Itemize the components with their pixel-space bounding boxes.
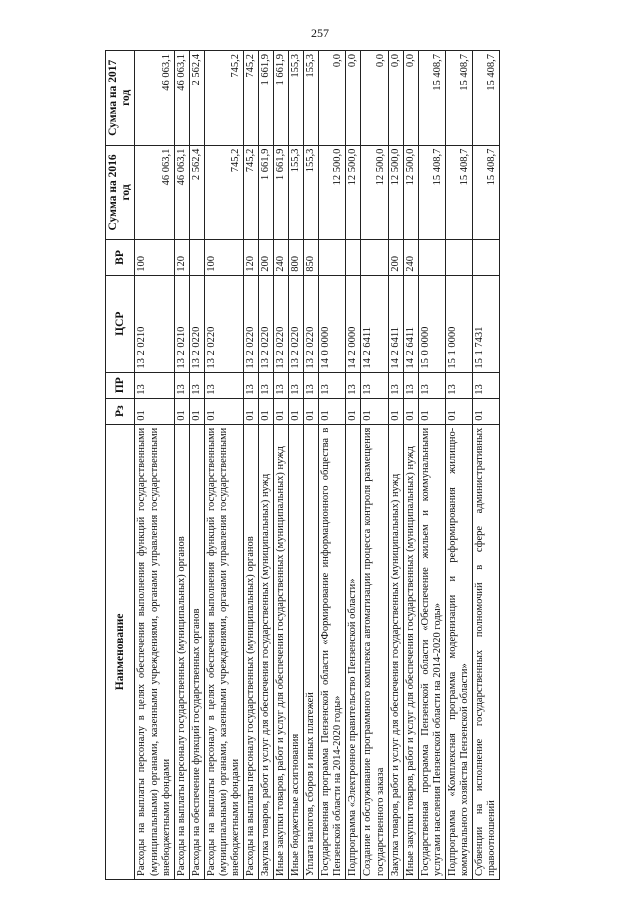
budget-table (105, 50, 500, 880)
cell-vr: 100 (204, 240, 243, 275)
cell-vr (319, 240, 346, 275)
cell-pr: 13 (472, 372, 499, 398)
cell-csr: 13 2 0220 (274, 275, 289, 372)
cell-sum-2017: 745,2 (204, 51, 243, 146)
cell-name: Государственная программа Пензенской области «Обеспечение жильем и коммунальными услугами населения Пензенской области на 2014-2020 годы» (418, 424, 445, 879)
cell-name: Государственная программа Пензенской области «Формирование информационного общества в Пензенской области на 2014-2020 годы» (319, 424, 346, 879)
cell-sum-2016: 155,3 (289, 145, 304, 240)
table-row (174, 51, 189, 880)
cell-name: Закупка товаров, работ и услуг для обеспечения государственных (муниципальных) нужд (259, 424, 274, 879)
table-row (274, 51, 289, 880)
cell-sum-2017: 2 562,4 (189, 51, 204, 146)
table-row (445, 51, 472, 880)
cell-pr: 13 (259, 372, 274, 398)
cell-sum-2017: 155,3 (304, 51, 319, 146)
cell-vr: 100 (135, 240, 174, 275)
cell-name: Расходы на выплаты персоналу государственных (муниципальных) органов (174, 424, 189, 879)
cell-csr: 14 2 6411 (361, 275, 388, 372)
cell-vr: 120 (174, 240, 189, 275)
table-row (189, 51, 204, 880)
cell-sum-2016: 12 500,0 (388, 145, 403, 240)
cell-sum-2016: 12 500,0 (403, 145, 418, 240)
cell-vr: 800 (289, 240, 304, 275)
table-row (388, 51, 403, 880)
table-row (243, 51, 258, 880)
cell-rz: 01 (274, 398, 289, 424)
cell-name: Субвенции на исполнение государственных полномочий в сфере административных правоотношений (472, 424, 499, 879)
cell-rz: 01 (304, 398, 319, 424)
cell-csr: 13 2 0220 (243, 275, 258, 372)
cell-rz: 01 (259, 398, 274, 424)
header-sum-2016: Сумма на 2016 год (106, 145, 135, 240)
cell-pr: 13 (204, 372, 243, 398)
table-row (135, 51, 174, 880)
cell-csr: 13 2 0220 (289, 275, 304, 372)
cell-sum-2016: 15 408,7 (445, 145, 472, 240)
cell-pr: 13 (174, 372, 189, 398)
cell-vr (418, 240, 445, 275)
cell-rz: 01 (472, 398, 499, 424)
cell-sum-2017: 155,3 (289, 51, 304, 146)
page-number: 257 (311, 26, 329, 40)
cell-rz: 01 (189, 398, 204, 424)
cell-rz: 01 (346, 398, 361, 424)
cell-name: Расходы на выплаты персоналу государственных (муниципальных) органов (243, 424, 258, 879)
cell-name: Подпрограмма «Комплексная программа модернизации и реформирования жилищно-коммунального хозяйства Пензенской области» (445, 424, 472, 879)
cell-sum-2016: 15 408,7 (418, 145, 445, 240)
cell-pr: 13 (304, 372, 319, 398)
cell-pr: 13 (361, 372, 388, 398)
cell-sum-2016: 745,2 (204, 145, 243, 240)
cell-vr: 200 (388, 240, 403, 275)
cell-sum-2017: 1 661,9 (274, 51, 289, 146)
table-row (403, 51, 418, 880)
cell-sum-2017: 0,0 (361, 51, 388, 146)
header-vr: ВР (106, 240, 135, 275)
cell-sum-2017: 745,2 (243, 51, 258, 146)
cell-pr: 13 (135, 372, 174, 398)
cell-csr: 14 2 0000 (346, 275, 361, 372)
cell-vr: 120 (243, 240, 258, 275)
cell-sum-2017: 15 408,7 (472, 51, 499, 146)
cell-sum-2016: 745,2 (243, 145, 258, 240)
cell-csr: 13 2 0210 (174, 275, 189, 372)
cell-vr (472, 240, 499, 275)
cell-rz: 01 (361, 398, 388, 424)
cell-sum-2016: 12 500,0 (319, 145, 346, 240)
cell-sum-2016: 15 408,7 (472, 145, 499, 240)
cell-pr: 13 (388, 372, 403, 398)
cell-name: Иные закупки товаров, работ и услуг для обеспечения государственных (муниципальных) нужд (274, 424, 289, 879)
header-name: Наименование (106, 424, 135, 879)
cell-vr (189, 240, 204, 275)
cell-pr: 13 (403, 372, 418, 398)
cell-pr: 13 (418, 372, 445, 398)
cell-name: Иные бюджетные ассигнования (289, 424, 304, 879)
cell-rz: 01 (403, 398, 418, 424)
cell-sum-2016: 46 063,1 (135, 145, 174, 240)
cell-sum-2016: 155,3 (304, 145, 319, 240)
table-row (472, 51, 499, 880)
cell-pr: 13 (319, 372, 346, 398)
cell-rz: 01 (135, 398, 174, 424)
cell-sum-2017: 0,0 (346, 51, 361, 146)
table-row (289, 51, 304, 880)
cell-vr: 850 (304, 240, 319, 275)
cell-sum-2017: 0,0 (319, 51, 346, 146)
cell-vr: 240 (274, 240, 289, 275)
cell-name: Расходы на выплаты персоналу в целях обеспечения выполнения функций государственными (муниципальными) органами, казенными учреждениями, органами управления государственными внебюджетными фондами (204, 424, 243, 879)
cell-sum-2016: 12 500,0 (346, 145, 361, 240)
cell-csr: 13 2 0220 (204, 275, 243, 372)
cell-name: Создание и обслуживание программного комплекса автоматизации процесса контроля размещения государственного заказа (361, 424, 388, 879)
header-sum-2017: Сумма на 2017 год (106, 51, 135, 146)
header-csr: ЦСР (106, 275, 135, 372)
cell-rz: 01 (418, 398, 445, 424)
cell-sum-2017: 0,0 (388, 51, 403, 146)
cell-pr: 13 (243, 372, 258, 398)
cell-name: Закупка товаров, работ и услуг для обеспечения государственных (муниципальных) нужд (388, 424, 403, 879)
cell-sum-2016: 46 063,1 (174, 145, 189, 240)
cell-vr (445, 240, 472, 275)
table-row (418, 51, 445, 880)
cell-sum-2017: 15 408,7 (445, 51, 472, 146)
cell-sum-2016: 2 562,4 (189, 145, 204, 240)
header-pr: ПР (106, 372, 135, 398)
cell-name: Иные закупки товаров, работ и услуг для обеспечения государственных (муниципальных) нужд (403, 424, 418, 879)
cell-csr: 13 2 0210 (135, 275, 174, 372)
cell-csr: 13 2 0220 (259, 275, 274, 372)
cell-rz: 01 (243, 398, 258, 424)
cell-sum-2017: 15 408,7 (418, 51, 445, 146)
cell-csr: 15 1 7431 (472, 275, 499, 372)
cell-csr: 14 0 0000 (319, 275, 346, 372)
table-header-row (106, 51, 135, 880)
cell-vr (346, 240, 361, 275)
cell-sum-2017: 1 661,9 (259, 51, 274, 146)
table-row (346, 51, 361, 880)
cell-pr: 13 (445, 372, 472, 398)
cell-vr (361, 240, 388, 275)
table-row (319, 51, 346, 880)
table-row (361, 51, 388, 880)
cell-vr: 240 (403, 240, 418, 275)
cell-csr: 13 2 0220 (189, 275, 204, 372)
cell-csr: 15 0 0000 (418, 275, 445, 372)
cell-pr: 13 (346, 372, 361, 398)
cell-pr: 13 (274, 372, 289, 398)
cell-csr: 14 2 6411 (388, 275, 403, 372)
rotated-table-container (105, 50, 525, 880)
table-body (135, 51, 500, 880)
cell-rz: 01 (289, 398, 304, 424)
cell-vr: 200 (259, 240, 274, 275)
cell-sum-2017: 46 063,1 (174, 51, 189, 146)
cell-sum-2016: 12 500,0 (361, 145, 388, 240)
cell-name: Расходы на обеспечение функций государственных органов (189, 424, 204, 879)
cell-csr: 14 2 6411 (403, 275, 418, 372)
header-rz: Рз (106, 398, 135, 424)
cell-name: Уплата налогов, сборов и иных платежей (304, 424, 319, 879)
table-row (304, 51, 319, 880)
cell-pr: 13 (289, 372, 304, 398)
cell-name: Подпрограмма «Электронное правительство Пензенской области» (346, 424, 361, 879)
cell-pr: 13 (189, 372, 204, 398)
cell-csr: 15 1 0000 (445, 275, 472, 372)
cell-rz: 01 (319, 398, 346, 424)
table-row (259, 51, 274, 880)
cell-sum-2017: 46 063,1 (135, 51, 174, 146)
cell-rz: 01 (174, 398, 189, 424)
cell-sum-2016: 1 661,9 (274, 145, 289, 240)
cell-rz: 01 (445, 398, 472, 424)
cell-csr: 13 2 0220 (304, 275, 319, 372)
table-row (204, 51, 243, 880)
cell-name: Расходы на выплаты персоналу в целях обеспечения выполнения функций государственными (муниципальными) органами, казенными учреждениями, органами управления государственными внебюджетными фондами (135, 424, 174, 879)
cell-sum-2017: 0,0 (403, 51, 418, 146)
cell-sum-2016: 1 661,9 (259, 145, 274, 240)
cell-rz: 01 (388, 398, 403, 424)
cell-rz: 01 (204, 398, 243, 424)
